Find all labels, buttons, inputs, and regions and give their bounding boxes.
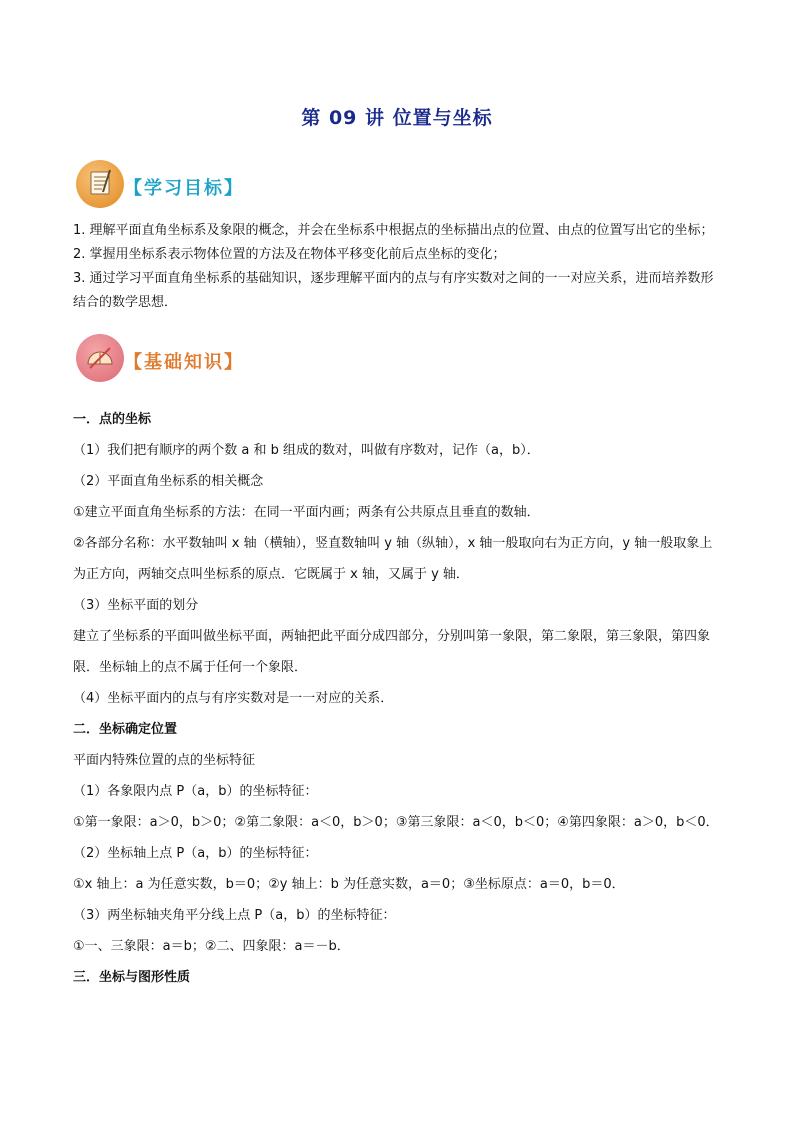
objectives-label: 【学习目标】 [124, 178, 244, 199]
paragraph: （1）我们把有顺序的两个数 a 和 b 组成的数对，叫做有序数对，记作（a，b）． [73, 443, 540, 458]
section-heading: 三．坐标与图形性质 [73, 970, 191, 985]
paragraph: ①第一象限：a＞0，b＞0；②第二象限：a＜0，b＞0；③第三象限：a＜0，b＜0；④第四象限：a＞0，b＜0． [73, 815, 719, 830]
page-title: 第 09 讲 位置与坐标 [301, 107, 493, 129]
knowledge-content [73, 404, 725, 993]
paragraph: ①一、三象限：a＝b；②二、四象限：a＝－b． [73, 939, 350, 954]
paragraph: 建立了坐标系的平面叫做坐标平面，两轴把此平面分成四部分，分别叫第一象限，第二象限，第三象限，第四象限．坐标轴上的点不属于任何一个象限． [73, 629, 711, 675]
knowledge-header [76, 334, 376, 384]
paragraph: ①x 轴上：a 为任意实数，b＝0；②y 轴上：b 为任意实数，a＝0；③坐标原点：a＝0，b＝0． [73, 877, 625, 892]
objective-item: 1. 理解平面直角坐标系及象限的概念，并会在坐标系中根据点的坐标描出点的位置、由点的位置写出它的坐标； [73, 223, 714, 238]
paragraph: （2）坐标轴上点 P（a，b）的坐标特征： [73, 846, 318, 861]
section-heading: 二．坐标确定位置 [73, 722, 178, 737]
objectives-list [73, 219, 725, 315]
section-heading: 一．点的坐标 [73, 412, 152, 427]
paragraph: ①建立平面直角坐标系的方法：在同一平面内画；两条有公共原点且垂直的数轴． [73, 505, 540, 520]
objective-item: 2. 掌握用坐标系表示物体位置的方法及在物体平移变化前后点坐标的变化； [73, 247, 506, 262]
paragraph: （3）两坐标轴夹角平分线上点 P（a，b）的坐标特征： [73, 908, 396, 923]
paragraph: （4）坐标平面内的点与有序实数对是一一对应的关系． [73, 691, 394, 706]
protractor-icon [76, 334, 124, 382]
paragraph: （3）坐标平面的划分 [73, 598, 199, 613]
knowledge-label: 【基础知识】 [124, 352, 244, 373]
paragraph: （2）平面直角坐标系的相关概念 [73, 474, 264, 489]
paragraph: （1）各象限内点 P（a，b）的坐标特征： [73, 784, 318, 799]
paragraph: 平面内特殊位置的点的坐标特征 [73, 753, 256, 768]
objectives-header [76, 160, 376, 210]
paragraph: ②各部分名称：水平数轴叫 x 轴（横轴），竖直数轴叫 y 轴（纵轴），x 轴一般取向右为正方向，y 轴一般取象上为正方向，两轴交点叫坐标系的原点．它既属于 x 轴，又属于 y 轴． [73, 536, 713, 582]
notebook-icon [76, 160, 124, 208]
objective-item: 3. 通过学习平面直角坐标系的基础知识，逐步理解平面内的点与有序实数对之间的一一对应关系，进而培养数形结合的数学思想． [73, 271, 714, 310]
